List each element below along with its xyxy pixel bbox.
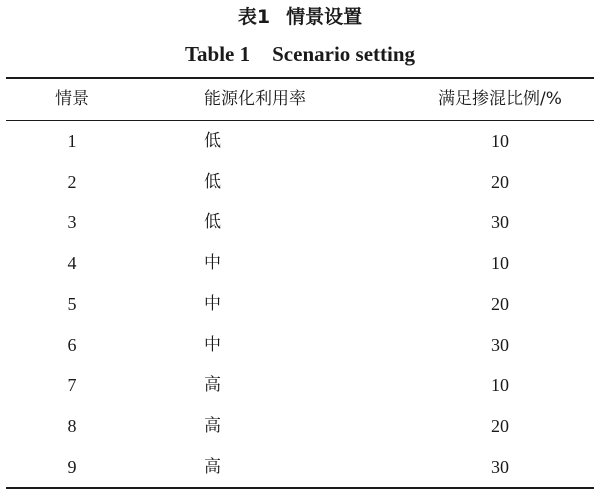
cell-utilization: 中 — [204, 334, 221, 355]
cell-blend-ratio: 20 — [491, 171, 509, 192]
table-bottom-rule — [6, 487, 594, 489]
caption-cn-label: 表1 — [237, 6, 271, 28]
table-row — [6, 447, 594, 487]
cell-scenario: 9 — [67, 456, 77, 477]
header-blend-ratio: 满足掺混比例/% — [438, 89, 562, 109]
cell-utilization: 高 — [204, 415, 221, 436]
cell-scenario: 7 — [67, 375, 77, 396]
cell-utilization: 低 — [204, 171, 221, 192]
cell-scenario: 8 — [67, 415, 77, 436]
table-row — [6, 202, 594, 242]
cell-blend-ratio: 30 — [491, 212, 509, 233]
caption-en-title: Scenario setting — [272, 42, 416, 66]
table-caption-en — [0, 40, 600, 68]
table-row — [6, 365, 594, 405]
cell-blend-ratio: 20 — [491, 415, 509, 436]
cell-scenario: 2 — [67, 171, 77, 192]
caption-en-label: Table 1 — [184, 42, 251, 66]
cell-blend-ratio: 10 — [491, 131, 509, 151]
cell-scenario: 4 — [67, 253, 77, 274]
table-row — [6, 406, 594, 446]
header-utilization: 能源化利用率 — [204, 89, 306, 109]
cell-scenario: 1 — [67, 131, 77, 151]
cell-utilization: 中 — [204, 293, 221, 314]
cell-blend-ratio: 20 — [491, 293, 509, 314]
cell-blend-ratio: 10 — [491, 253, 509, 274]
cell-blend-ratio: 10 — [491, 375, 509, 396]
cell-utilization: 高 — [204, 456, 221, 477]
table-header-row — [6, 79, 594, 119]
cell-utilization: 低 — [204, 212, 221, 233]
table-row — [6, 325, 594, 365]
cell-scenario: 6 — [67, 334, 77, 355]
cell-blend-ratio: 30 — [491, 456, 509, 477]
caption-cn-title: 情景设置 — [286, 6, 363, 28]
cell-utilization: 中 — [204, 253, 221, 274]
cell-blend-ratio: 30 — [491, 334, 509, 355]
header-scenario: 情景 — [55, 89, 89, 109]
table-caption-cn — [0, 4, 600, 30]
table-row — [6, 162, 594, 202]
table-row — [6, 243, 594, 283]
cell-scenario: 5 — [67, 293, 77, 314]
cell-utilization: 高 — [204, 375, 221, 396]
table-row — [6, 121, 594, 161]
table-row — [6, 284, 594, 324]
cell-utilization: 低 — [204, 131, 221, 151]
cell-scenario: 3 — [67, 212, 77, 233]
